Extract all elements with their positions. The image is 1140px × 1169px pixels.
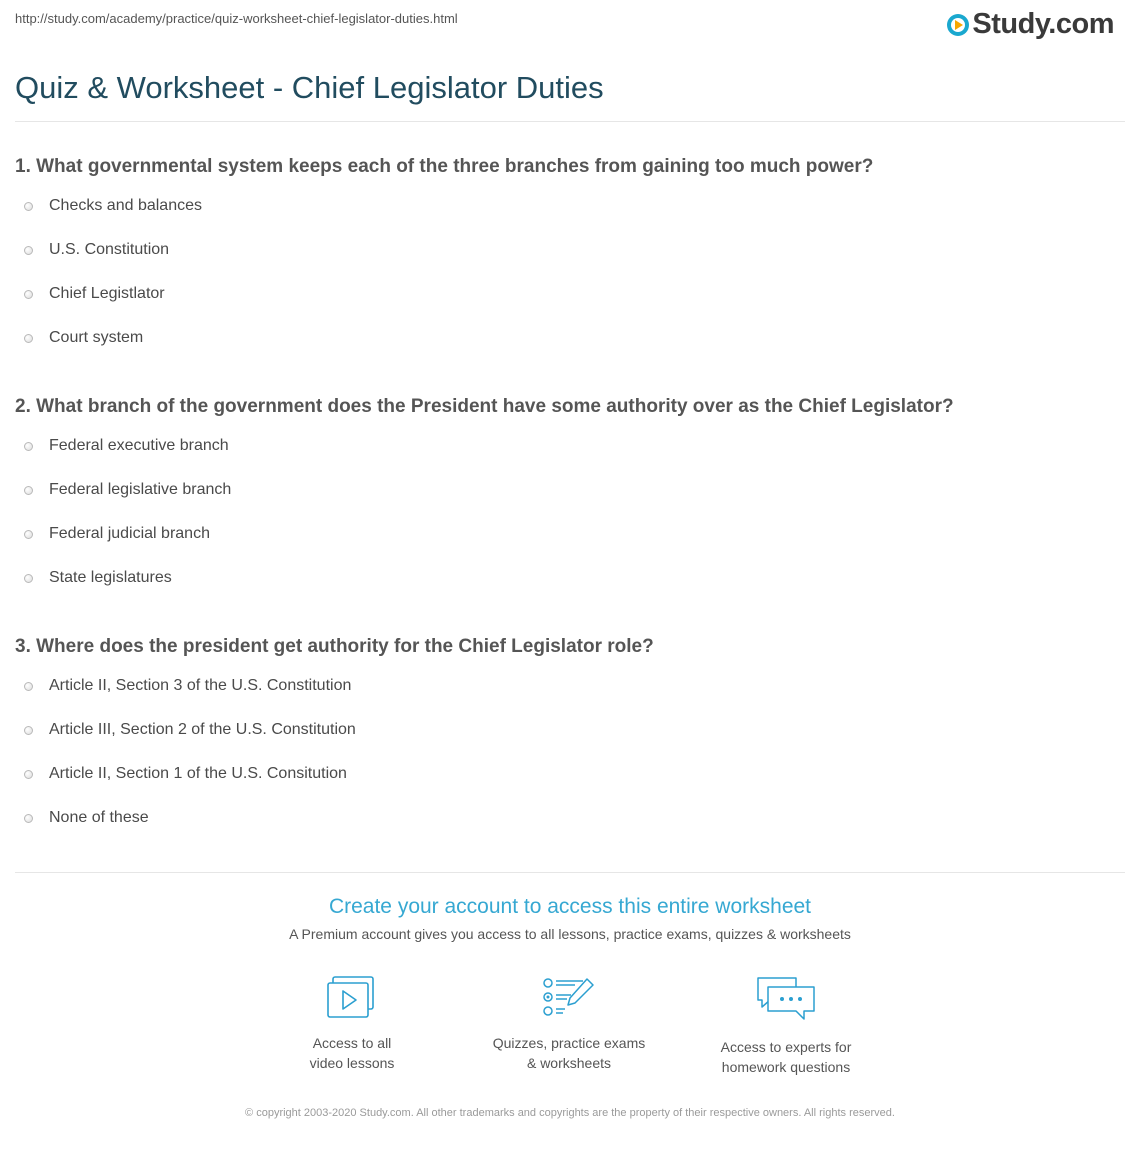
answer-option[interactable]: [15, 796, 1125, 840]
divider: [15, 121, 1125, 122]
study-logo[interactable]: [947, 8, 1114, 41]
radio-button[interactable]: [24, 486, 33, 495]
option-label: Federal judicial branch: [49, 525, 210, 542]
radio-button[interactable]: [24, 290, 33, 299]
feature-quizzes: [469, 975, 669, 1073]
radio-button[interactable]: [24, 770, 33, 779]
copyright-footer: © copyright 2003-2020 Study.com. All other trademarks and copyrights are the property of their respective owners. All rights reserved.: [245, 1107, 895, 1119]
answer-option[interactable]: [15, 664, 1125, 708]
radio-button[interactable]: [24, 202, 33, 211]
answer-option[interactable]: [15, 468, 1125, 512]
option-label: Article III, Section 2 of the U.S. Constitution: [49, 721, 356, 738]
feature-experts: [686, 975, 886, 1077]
question-2: [15, 394, 1125, 600]
option-label: None of these: [49, 809, 149, 826]
radio-button[interactable]: [24, 682, 33, 691]
radio-button[interactable]: [24, 726, 33, 735]
radio-button[interactable]: [24, 334, 33, 343]
option-label: Chief Legistlator: [49, 285, 165, 302]
create-account-link[interactable]: Create your account to access this entire worksheet: [328, 895, 812, 918]
option-label: U.S. Constitution: [49, 241, 170, 258]
answer-option[interactable]: [15, 708, 1125, 752]
option-label: Article II, Section 1 of the U.S. Consitution: [49, 765, 347, 782]
quiz-checklist-icon: [541, 975, 597, 1021]
logo-text: Study.com: [972, 8, 1114, 40]
chat-bubbles-icon: [754, 975, 818, 1025]
radio-button[interactable]: [24, 442, 33, 451]
radio-button[interactable]: [24, 574, 33, 583]
answer-options: [15, 424, 1125, 600]
feature-label: Quizzes, practice exams & worksheets: [492, 1035, 646, 1071]
answer-option[interactable]: [15, 272, 1125, 316]
option-label: State legislatures: [49, 569, 172, 586]
option-label: Checks and balances: [49, 197, 202, 214]
answer-option[interactable]: [15, 316, 1125, 360]
feature-label: Access to all video lessons: [309, 1035, 395, 1071]
page-url: http://study.com/academy/practice/quiz-worksheet-chief-legislator-duties.html: [15, 11, 458, 26]
option-label: Article II, Section 3 of the U.S. Constitution: [49, 677, 352, 694]
question-3: [15, 634, 1125, 840]
option-label: Federal legislative branch: [49, 481, 232, 498]
question-text: 3. Where does the president get authority for the Chief Legislator role?: [15, 636, 654, 657]
answer-option[interactable]: [15, 512, 1125, 556]
feature-video-lessons: [252, 975, 452, 1073]
answer-option[interactable]: [15, 228, 1125, 272]
divider: [15, 872, 1125, 873]
answer-options: [15, 184, 1125, 360]
radio-button[interactable]: [24, 246, 33, 255]
feature-label: Access to experts for homework questions: [720, 1039, 852, 1075]
question-text: 2. What branch of the government does the President have some authority over as the Chief Legislator?: [15, 396, 954, 417]
radio-button[interactable]: [24, 814, 33, 823]
answer-option[interactable]: [15, 556, 1125, 600]
video-lessons-icon: [325, 975, 379, 1021]
option-label: Court system: [49, 329, 144, 346]
answer-option[interactable]: [15, 752, 1125, 796]
question-text: 1. What governmental system keeps each of the three branches from gaining too much power?: [15, 156, 874, 177]
radio-button[interactable]: [24, 530, 33, 539]
answer-option[interactable]: [15, 184, 1125, 228]
play-logo-icon: [947, 14, 969, 36]
page-title: Quiz & Worksheet - Chief Legislator Duties: [15, 70, 604, 105]
premium-description: A Premium account gives you access to all lessons, practice exams, quizzes & worksheets: [289, 926, 851, 942]
answer-options: [15, 664, 1125, 840]
question-1: [15, 154, 1125, 360]
answer-option[interactable]: [15, 424, 1125, 468]
option-label: Federal executive branch: [49, 437, 229, 454]
